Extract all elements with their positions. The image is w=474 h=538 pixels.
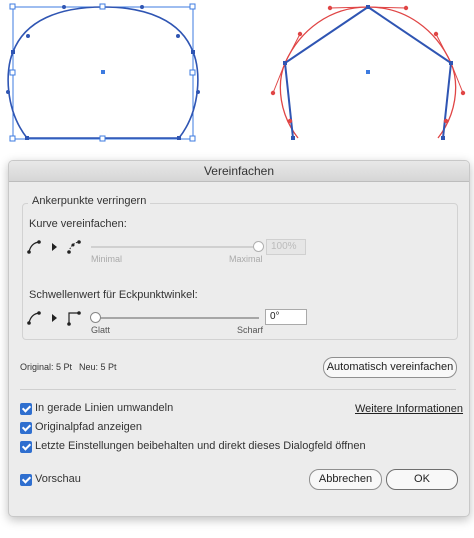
corner-max-label: Scharf <box>237 325 264 335</box>
preview-label: Vorschau <box>35 473 81 485</box>
center-point <box>366 70 370 74</box>
corner-min-label: Glatt <box>91 325 111 335</box>
straight-lines-label: In gerade Linien umwandeln <box>35 402 174 414</box>
simplify-curve-slider[interactable] <box>253 241 264 252</box>
show-original-checkbox[interactable] <box>20 422 32 434</box>
show-original-label: Originalpfad anzeigen <box>35 421 143 433</box>
dialog-title: Vereinfachen <box>9 161 469 182</box>
straight-lines-checkbox[interactable] <box>20 403 32 415</box>
curve-simplify-icon <box>27 239 87 255</box>
simplify-curve-value[interactable]: 100% <box>266 239 306 255</box>
cancel-button[interactable]: Abbrechen <box>309 469 382 490</box>
corner-threshold-value[interactable]: 0° <box>265 309 307 325</box>
handle-points <box>271 6 465 123</box>
auto-simplify-button[interactable]: Automatisch vereinfachen <box>323 357 457 378</box>
keep-settings-label: Letzte Einstellungen beibehalten und direkt dieses Dialogfeld öffnen <box>35 440 366 452</box>
simplify-dialog <box>8 160 470 517</box>
simplify-curve-label: Kurve vereinfachen: <box>29 218 127 230</box>
new-points-info: Neu: 5 Pt <box>79 362 117 372</box>
center-point <box>101 70 105 74</box>
simplify-curve-track <box>91 246 259 248</box>
simplify-min-label: Minimal <box>91 254 123 264</box>
more-info-link[interactable]: Weitere Informationen <box>355 403 464 415</box>
original-shape[interactable] <box>6 4 200 141</box>
divider <box>20 389 456 390</box>
corner-threshold-slider[interactable] <box>90 312 101 323</box>
corner-angle-icon <box>27 310 87 326</box>
corner-threshold-label: Schwellenwert für Eckpunktwinkel: <box>29 289 198 301</box>
handle-lines <box>273 7 463 93</box>
ok-button[interactable]: OK <box>386 469 458 490</box>
original-points-info: Original: 5 Pt <box>20 362 73 372</box>
artwork-canvas <box>0 0 474 150</box>
simplified-preview-shape <box>271 5 465 140</box>
preview-checkbox[interactable] <box>20 474 32 486</box>
section-title: Ankerpunkte verringern <box>28 195 150 207</box>
corner-threshold-track <box>91 317 259 319</box>
simplify-max-label: Maximal <box>229 254 263 264</box>
keep-settings-checkbox[interactable] <box>20 441 32 453</box>
